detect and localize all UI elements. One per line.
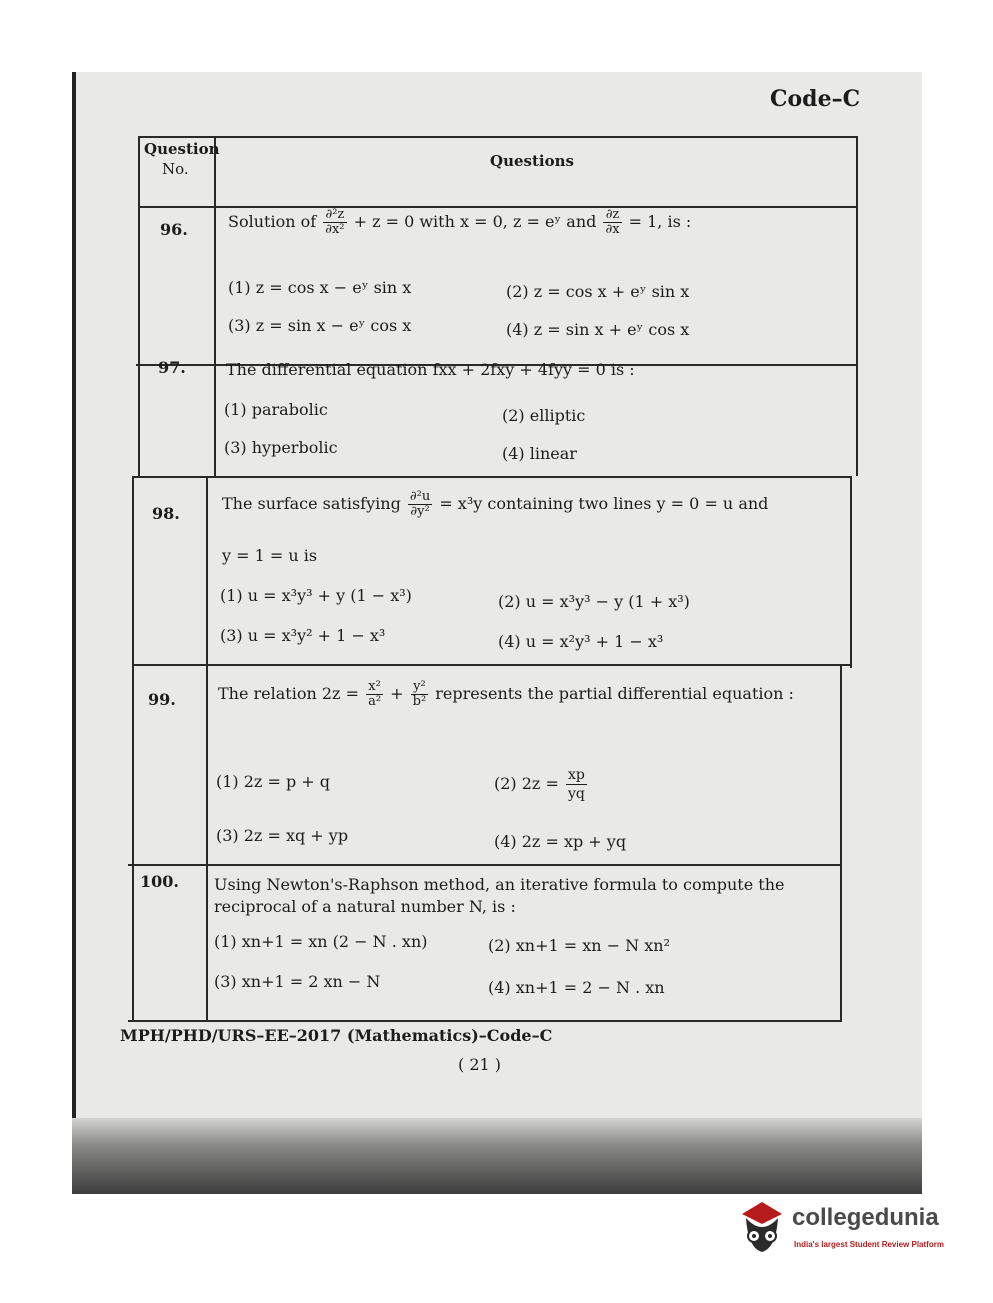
option: (1) 2z = p + q (216, 772, 330, 791)
fraction: $\frac{\partial z}{\partial x}$ (605, 207, 620, 237)
fraction: $\frac{\text{x²}}{\text{a²}}$ (368, 679, 382, 709)
collegedunia-logo (732, 1196, 972, 1266)
question-text-line2: y = 1 = u is (222, 546, 318, 565)
question-text: The differential equation fxx + 2fxy + 4fyy = 0 is : (226, 360, 635, 379)
brand-tagline: India's largest Student Review Platform (794, 1240, 944, 1249)
fraction: $\frac{\text{y²}}{\text{b²}}$ (412, 679, 427, 709)
option: (2) elliptic (502, 406, 586, 425)
page-number: ( 21 ) (458, 1055, 502, 1074)
footer-code: MPH/PHD/URS–EE–2017 (Mathematics)–Code–C (120, 1026, 553, 1045)
question-number: 97. (158, 358, 186, 377)
option: (3) 2z = xq + yp (216, 826, 349, 845)
question-text: Solution of $\frac{\text{∂²z}}{\text{∂x²}}$ + z = 0 with x = 0, z = eʸ and $\frac{\partial z}{\partial x}$ = 1, is : (228, 207, 692, 237)
question-text: The surface satisfying $\frac{\text{∂²u}}{\text{∂y²}}$ = x³y containing two lines y = 0 = u and (222, 489, 769, 519)
question-number: 96. (160, 220, 188, 239)
question-no-header-line2: No. (162, 160, 189, 178)
option: (2) 2z = $\frac{xp}{yq}$ (494, 767, 585, 802)
option: (3) z = sin x − eʸ cos x (228, 316, 412, 335)
option: (1) xn+1 = xn (2 − N . xn) (214, 932, 428, 951)
option: (3) xn+1 = 2 xn − N (214, 972, 381, 991)
option: (4) z = sin x + eʸ cos x (506, 320, 690, 339)
scanner-bottom-shadow (72, 1118, 922, 1194)
option: (3) u = x³y² + 1 − x³ (220, 626, 386, 645)
mascot-icon (732, 1196, 790, 1260)
fraction: $\frac{xp}{yq}$ (567, 767, 585, 802)
question-table (128, 136, 858, 1022)
question-number: 99. (148, 690, 176, 709)
option: (1) parabolic (224, 400, 328, 419)
option: (4) 2z = xp + yq (494, 832, 627, 851)
question-text: The relation 2z = $\frac{\text{x²}}{\text{a²}}$ + $\frac{\text{y²}}{\text{b²}}$ represents the partial differential equation : (218, 679, 794, 709)
fraction: $\frac{\text{∂²u}}{\text{∂y²}}$ (409, 489, 431, 519)
fraction: $\frac{\text{∂²z}}{\text{∂x²}}$ (325, 207, 345, 237)
page-edge-shadow (72, 72, 76, 1194)
question-number: 98. (152, 504, 180, 523)
option: (2) xn+1 = xn − N xn² (488, 936, 670, 955)
option: (4) u = x²y³ + 1 − x³ (498, 632, 664, 651)
question-number: 100. (140, 872, 179, 891)
questions-header: Questions (490, 152, 574, 170)
option: (3) hyperbolic (224, 438, 338, 457)
brand-name: collegedunia (792, 1204, 939, 1231)
option: (2) z = cos x + eʸ sin x (506, 282, 690, 301)
option: (1) z = cos x − eʸ sin x (228, 278, 412, 297)
code-label: Code–C (770, 86, 861, 112)
option: (2) u = x³y³ − y (1 + x³) (498, 592, 690, 611)
option: (1) u = x³y³ + y (1 − x³) (220, 586, 412, 605)
option: (4) xn+1 = 2 − N . xn (488, 978, 665, 997)
question-text: Using Newton's-Raphson method, an iterative formula to compute the reciprocal of a natural number N, is : (214, 875, 785, 916)
option: (4) linear (502, 444, 577, 463)
question-no-header: Question (144, 140, 220, 158)
